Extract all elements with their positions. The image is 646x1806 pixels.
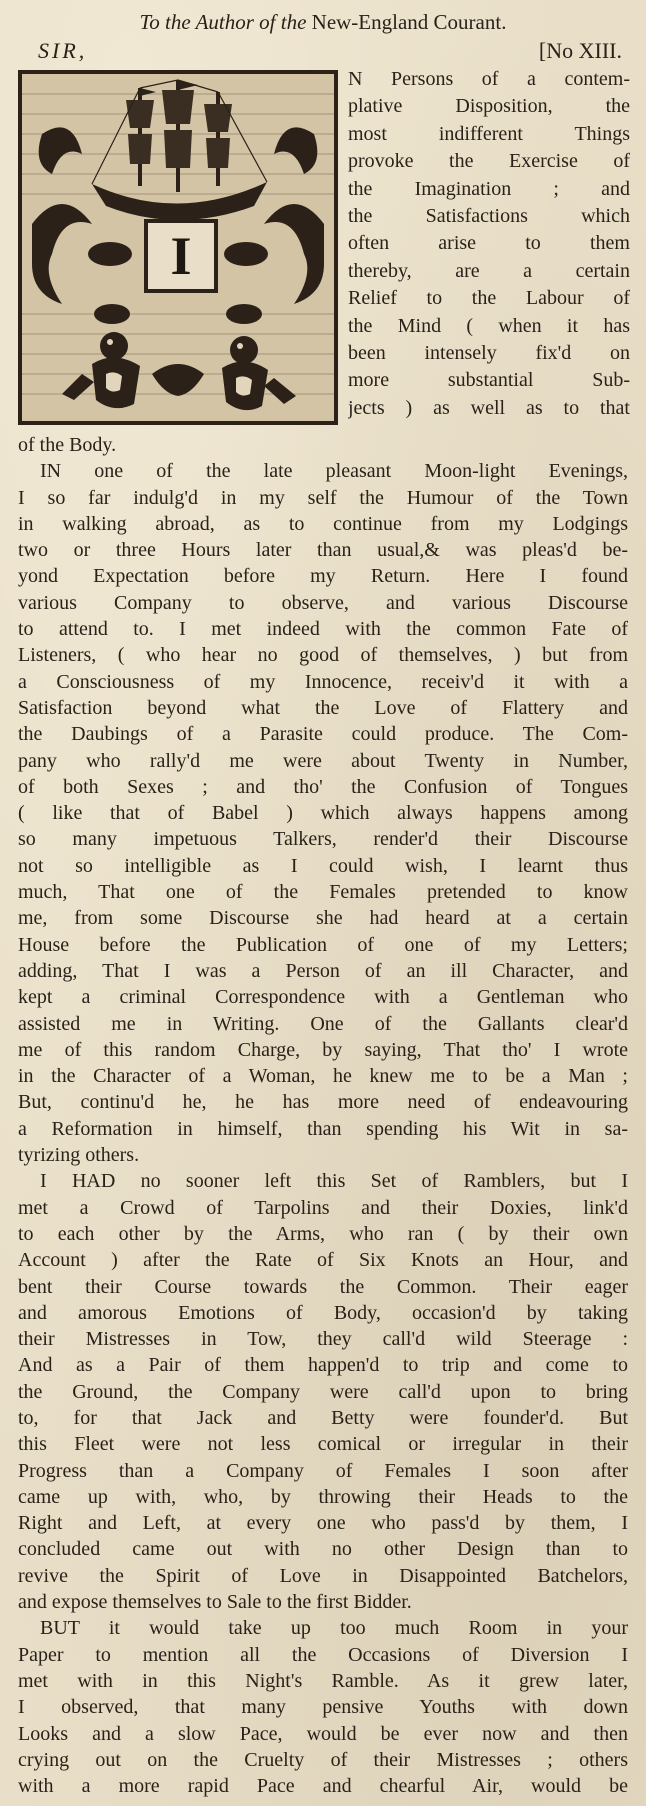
body-line: and expose themselves to Sale to the first Bidder. [18, 1591, 412, 1614]
dedication-line [18, 8, 628, 36]
salutation: SIR, [38, 38, 88, 63]
lead-section [18, 66, 628, 432]
body-line: a Consciousness of my Innocence, receiv'd it with a [18, 670, 628, 693]
body-line: of both Sexes ; and tho' the Confusion of Tongues [18, 775, 628, 798]
body-line: I observed, that many pensive Youths with down [18, 1696, 628, 1719]
lead-line: the Satisfactions which [348, 205, 630, 228]
body-line: And as a Pair of them happen'd to trip and come to [18, 1354, 628, 1377]
body-line: in the Character of a Woman, he knew me to be a Man ; [18, 1065, 628, 1088]
lead-line: often arise to them [348, 232, 630, 255]
body-line: Satisfaction beyond what the Love of Flattery and [18, 696, 628, 719]
body-line: ( like that of Babel ) which always happens among [18, 802, 628, 825]
lead-line: N Persons of a contem- [348, 68, 630, 90]
body-line: the Ground, the Company were call'd upon to bring [18, 1380, 628, 1403]
issue-number: [No XIII. [538, 38, 622, 63]
body-line: I HAD no sooner left this Set of Ramblers, but I [40, 1170, 628, 1193]
ship-and-cherubs-ornament-icon [18, 70, 338, 425]
body-line: I so far indulg'd in my self the Humour of the Town [18, 486, 628, 509]
body-line: met with in this Night's Ramble. As it grew later, [18, 1669, 628, 1692]
initial-letter: I [144, 219, 218, 293]
lead-line: most indifferent Things [348, 122, 630, 145]
body-line: this Fleet were not less comical or irregular in their [18, 1433, 628, 1456]
body-line: Account ) after the Rate of Six Knots an Hour, and [18, 1249, 628, 1272]
lead-line: more substantial Sub- [348, 369, 630, 392]
body-line: concluded came out with no other Design than to [18, 1538, 628, 1561]
body-line: to each other by the Arms, who ran ( by their own [18, 1222, 628, 1245]
body-line: and amorous Emotions of Body, occasion'd by taking [18, 1301, 628, 1324]
lead-text-column [348, 66, 630, 422]
body-line: Paper to mention all the Occasions of Diversion I [18, 1643, 628, 1666]
body-line: not so intelligible as I could wish, I learnt thus [18, 854, 628, 877]
body-line: revive the Spirit of Love in Disappointed Batchelors, [18, 1564, 628, 1587]
lead-line: been intensely fix'd on [348, 342, 630, 365]
body-line: me, from some Discourse she had heard at a certain [18, 907, 628, 930]
body-line: crying out on the Cruelty of their Mistresses ; others [18, 1748, 628, 1771]
body-line: BUT it would take up too much Room in your [40, 1617, 628, 1640]
body-line: House before the Publication of one of my Letters; [18, 933, 628, 956]
body-line: pany who rally'd me were about Twenty in Number, [18, 749, 628, 772]
lead-line: the Mind ( when it has [348, 314, 630, 337]
dedication-italic: To the Author of the [139, 10, 307, 34]
body-line: of the Body. [18, 434, 117, 456]
lead-line: plative Disposition, the [348, 95, 630, 118]
body-line: me of this random Charge, by saying, That tho' I wrote [18, 1038, 628, 1061]
body-line: But, continu'd he, he has more need of endeavouring [18, 1091, 628, 1114]
salutation-row [18, 36, 628, 66]
body-line: came up with, who, by throwing their Heads to the [18, 1485, 628, 1508]
lead-line: provoke the Exercise of [348, 150, 630, 173]
body-line: met a Crowd of Tarpolins and their Doxies, link'd [18, 1196, 628, 1219]
body-line: various Company to observe, and various Discourse [18, 591, 628, 614]
body-line: Progress than a Company of Females I soon after [18, 1459, 628, 1482]
body-line: in walking abroad, as to continue from my Lodgings [18, 512, 628, 535]
body-line: much, That one of the Females pretended to know [18, 881, 628, 904]
body-line: with a more rapid Pace and chearful Air, would be [18, 1775, 628, 1798]
lead-line: jects ) as well as to that [348, 396, 630, 419]
body-line: bent their Course towards the Common. Their eager [18, 1275, 628, 1298]
body-line: tyrizing others. [18, 1144, 140, 1167]
body-line: to attend to. I met indeed with the common Fate of [18, 618, 628, 641]
body-line: kept a criminal Correspondence with a Gentleman who [18, 986, 628, 1009]
dedication-roman: New-England Courant. [311, 10, 507, 34]
lead-line: the Imagination ; and [348, 177, 630, 200]
body-line: Listeners, ( who hear no good of themselves, ) but from [18, 644, 628, 667]
body-line: IN one of the late pleasant Moon-light Evenings, [40, 460, 628, 483]
body-line: to, for that Jack and Betty were founder'd. But [18, 1406, 628, 1429]
body-line: Looks and a slow Pace, would be ever now and then [18, 1722, 628, 1745]
lead-line: Relief to the Labour of [348, 287, 630, 310]
body-line: so many impetuous Talkers, render'd their Discourse [18, 828, 628, 851]
body-line: Right and Left, at every one who pass'd by them, I [18, 1512, 628, 1535]
body-line: assisted me in Writing. One of the Gallants clear'd [18, 1012, 628, 1035]
body-line: their Mistresses in Tow, they call'd wild Steerage : [18, 1328, 628, 1351]
body-line: two or three Hours later than usual,& was pleas'd be- [18, 539, 628, 562]
body-line: yond Expectation before my Return. Here I found [18, 565, 628, 588]
article-body [18, 432, 628, 1799]
body-line: a Reformation in himself, than spending his Wit in sa- [18, 1117, 628, 1140]
lead-line: thereby, are a certain [348, 259, 630, 282]
body-line: the Daubings of a Parasite could produce. The Com- [18, 723, 628, 746]
body-line: adding, That I was a Person of an ill Character, and [18, 959, 628, 982]
